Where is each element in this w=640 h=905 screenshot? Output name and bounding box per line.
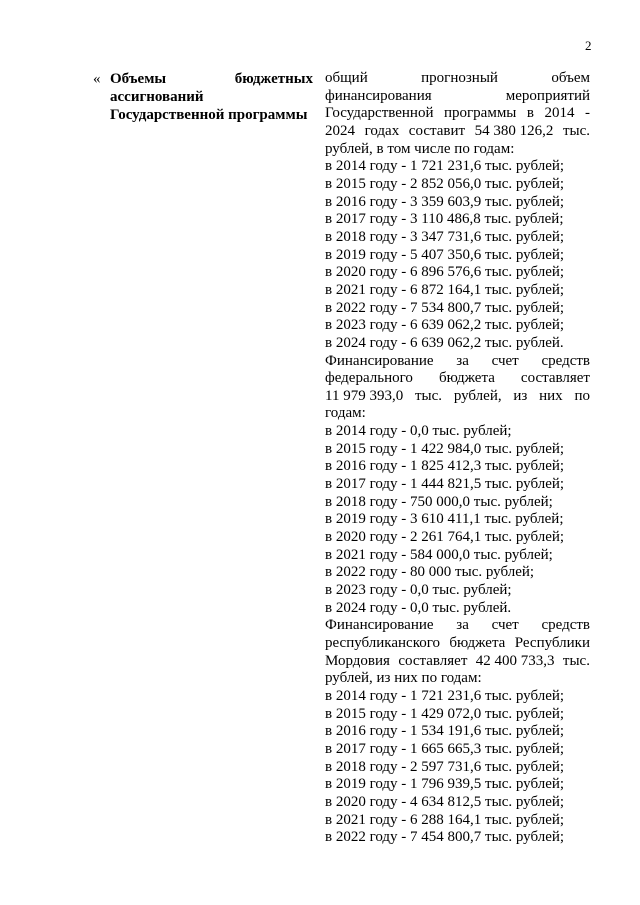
text-word: средств [541, 352, 590, 369]
text-word: - [584, 105, 590, 122]
text-word: за [456, 352, 469, 369]
year-amount-line: в 2019 году - 3 610 411,1 тыс. рублей; [325, 511, 564, 528]
total-financing-intro-last: рублей, в том числе по годам: [325, 140, 515, 157]
text-word: объем [551, 70, 590, 86]
text-word: 2024 [325, 122, 355, 139]
justified-text-line [325, 653, 590, 671]
year-amount-line: в 2014 году - 1 721 231,6 тыс. рублей; [325, 158, 565, 175]
text-word: составит [408, 122, 466, 139]
text-word: 11 979 393,0 [325, 387, 404, 404]
year-amount-line: в 2017 году - 3 110 486,8 тыс. рублей; [325, 211, 564, 228]
total-by-year-list [325, 158, 590, 352]
heading-word: бюджетных [234, 71, 313, 87]
year-amount-line: в 2021 году - 6 288 164,1 тыс. рублей; [325, 811, 565, 828]
text-word: Финансирование [325, 617, 434, 634]
year-amount-line: в 2023 году - 6 639 062,2 тыс. рублей; [325, 317, 565, 334]
text-word: общий [325, 70, 368, 86]
text-word: тыс. [562, 122, 590, 139]
text-word: 42 400 733,3 [475, 652, 555, 669]
year-amount-line: в 2014 году - 0,0 тыс. рублей; [325, 423, 512, 440]
justified-text-line [325, 635, 590, 653]
text-word: счет [491, 352, 519, 369]
text-word: тыс. [562, 652, 590, 669]
republic-financing-intro-last: рублей, из них по годам: [325, 670, 482, 687]
heading-line-2: ассигнований [110, 89, 204, 105]
justified-text-line [325, 353, 590, 371]
year-amount-line: в 2015 году - 1 429 072,0 тыс. рублей; [325, 705, 565, 722]
year-amount-line: в 2022 году - 7 534 800,7 тыс. рублей; [325, 299, 565, 316]
justified-text-line [325, 88, 590, 106]
text-word: них [539, 387, 563, 404]
text-word: составляет [398, 652, 468, 669]
text-word: бюджета [438, 370, 495, 387]
text-word: Мордовия [325, 652, 390, 669]
republic-financing-intro [325, 617, 590, 670]
text-word: составляет [520, 370, 590, 387]
year-amount-line: в 2017 году - 1 444 821,5 тыс. рублей; [325, 476, 565, 493]
year-amount-line: в 2021 году - 584 000,0 тыс. рублей; [325, 546, 553, 563]
federal-by-year-list [325, 423, 590, 617]
year-amount-line: в 2020 году - 4 634 812,5 тыс. рублей; [325, 793, 565, 810]
text-word: в [526, 105, 534, 122]
year-amount-line: в 2021 году - 6 872 164,1 тыс. рублей; [325, 281, 565, 298]
total-financing-intro [325, 70, 590, 141]
text-word: за [456, 617, 469, 634]
year-amount-line: в 2023 году - 0,0 тыс. рублей; [325, 582, 512, 599]
text-word: счет [491, 617, 519, 634]
text-word: 2014 [544, 105, 575, 122]
year-amount-line: в 2016 году - 1 534 191,6 тыс. рублей; [325, 723, 565, 740]
text-word: республиканского [325, 635, 440, 651]
justified-text-line [325, 105, 590, 123]
year-amount-line: в 2018 году - 3 347 731,6 тыс. рублей; [325, 228, 565, 245]
year-amount-line: в 2019 году - 5 407 350,6 тыс. рублей; [325, 246, 565, 263]
year-amount-line: в 2015 году - 1 422 984,0 тыс. рублей; [325, 440, 565, 457]
year-amount-line: в 2020 году - 6 896 576,6 тыс. рублей; [325, 264, 565, 281]
year-amount-line: в 2015 году - 2 852 056,0 тыс. рублей; [325, 175, 565, 192]
heading-line-3: Государственной программы [110, 107, 308, 123]
year-amount-line: в 2018 году - 750 000,0 тыс. рублей; [325, 493, 553, 510]
text-word: рублей, [453, 387, 502, 404]
year-amount-line: в 2016 году - 1 825 412,3 тыс. рублей; [325, 458, 565, 475]
text-word: финансирования [325, 87, 432, 104]
year-amount-line: в 2017 году - 1 665 665,3 тыс. рублей; [325, 740, 565, 757]
text-word: средств [541, 617, 590, 634]
text-word: прогнозный [421, 70, 498, 86]
year-amount-line: в 2016 году - 3 359 603,9 тыс. рублей; [325, 193, 565, 210]
year-amount-line: в 2024 году - 6 639 062,2 тыс. рублей. [325, 334, 564, 351]
year-amount-line: в 2014 году - 1 721 231,6 тыс. рублей; [325, 687, 565, 704]
text-word: тыс. [414, 387, 443, 404]
federal-financing-intro-last: годам: [325, 405, 366, 422]
financing-description [325, 70, 590, 847]
heading-line-1 [95, 70, 313, 88]
republic-by-year-list [325, 688, 590, 847]
text-word: годах [364, 122, 400, 139]
justified-text-line [325, 370, 590, 388]
text-word: программы [443, 105, 517, 122]
heading-word: Объемы [110, 71, 167, 87]
year-amount-line: в 2019 году - 1 796 939,5 тыс. рублей; [325, 776, 565, 793]
federal-financing-intro [325, 353, 590, 406]
justified-text-line [325, 617, 590, 635]
year-amount-line: в 2018 году - 2 597 731,6 тыс. рублей; [325, 758, 565, 775]
page-number: 2 [585, 38, 592, 53]
text-word: по [574, 387, 590, 404]
justified-text-line [325, 70, 590, 88]
year-amount-line: в 2020 году - 2 261 764,1 тыс. рублей; [325, 529, 565, 546]
text-word: мероприятий [505, 87, 590, 104]
justified-text-line [325, 388, 590, 406]
text-word: бюджета [449, 635, 506, 651]
year-amount-line: в 2024 году - 0,0 тыс. рублей. [325, 599, 512, 616]
opening-quote-mark: « [93, 71, 101, 87]
text-word: Республики [514, 635, 590, 651]
justified-text-line [325, 123, 590, 141]
text-word: из [513, 387, 528, 404]
text-word: Финансирование [325, 352, 434, 369]
text-word: Государственной [325, 105, 434, 122]
year-amount-line: в 2022 году - 80 000 тыс. рублей; [325, 564, 535, 581]
section-heading [95, 70, 313, 124]
year-amount-line: в 2022 году - 7 454 800,7 тыс. рублей; [325, 829, 565, 846]
text-word: федерального [325, 370, 413, 387]
text-word: 54 380 126,2 [474, 122, 554, 139]
